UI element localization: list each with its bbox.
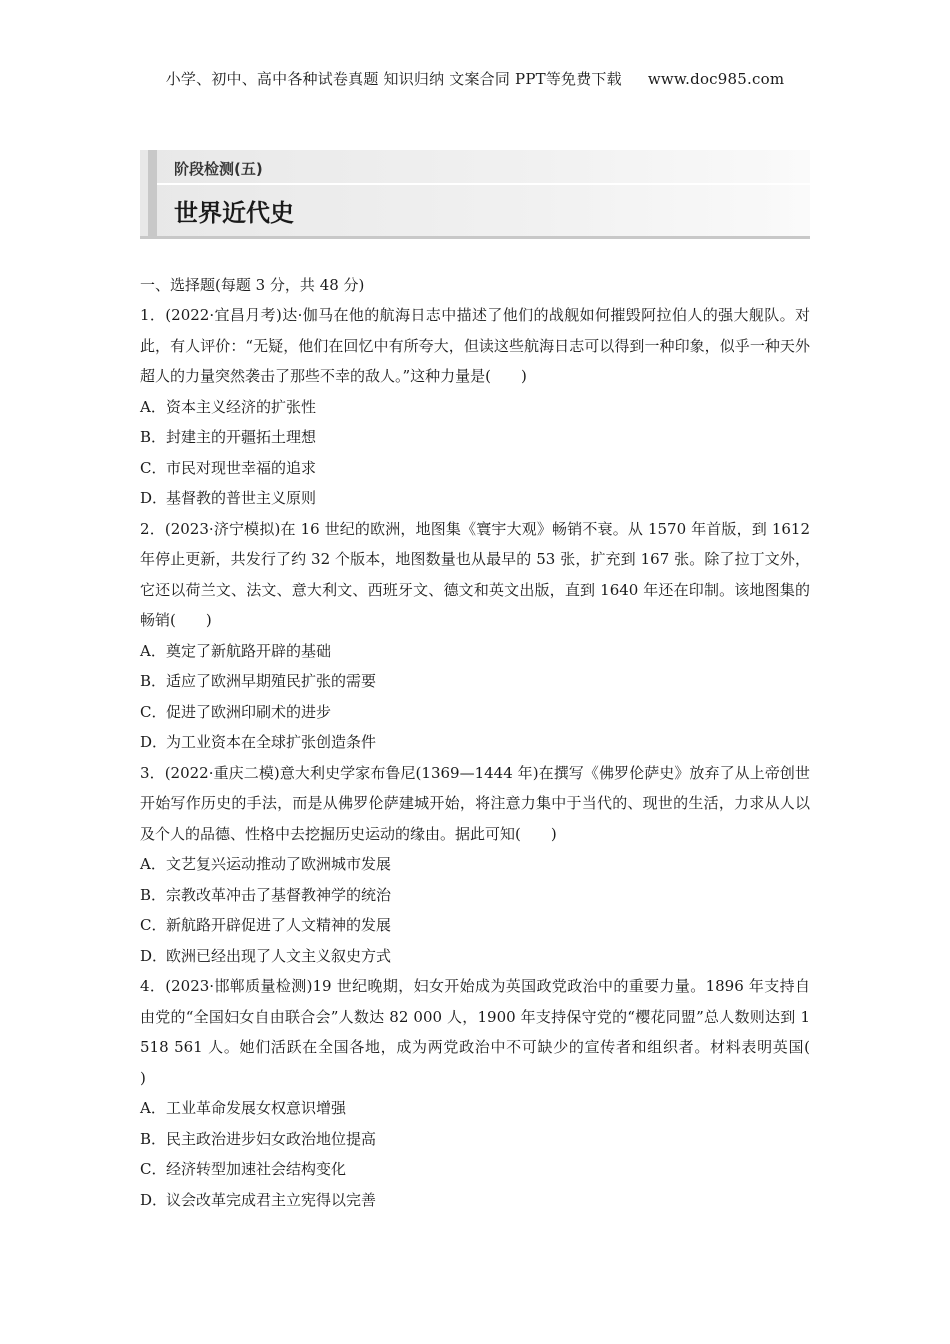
option-b: [140, 422, 810, 453]
option-letter: C．: [140, 1160, 167, 1178]
option-letter: D．: [140, 489, 168, 507]
option-b: [140, 880, 810, 911]
option-letter: D．: [140, 1190, 168, 1209]
option-letter: C．: [140, 458, 167, 477]
option-text: 封建主的开疆拓土理想: [166, 428, 317, 446]
section-title: 一、选择题(每题 3 分，共 48 分): [140, 276, 365, 294]
question-text: 3．(2022·重庆二模)意大利史学家布鲁尼(1369—1444 年)在撰写《佛罗伦萨史》放弃了从上帝创世开始写作历史的手法，而是从佛罗伦萨建城开始，将注意力集中于当代的、现世的生活，力求从人以及个人的品德、性格中去挖掘历史运动的缘由。据此可知( ): [140, 763, 810, 843]
option-text: 适应了欧洲早期殖民扩张的需要: [166, 672, 377, 690]
option-letter: B．: [140, 885, 167, 904]
option-c: [140, 453, 810, 484]
option-letter: A．: [140, 641, 166, 660]
option-a: [140, 392, 810, 423]
chapter-header: [140, 150, 810, 239]
option-d: [140, 727, 810, 758]
option-text: 议会改革完成君主立宪得以完善: [166, 1190, 377, 1209]
option-letter: D．: [140, 946, 168, 965]
option-letter: B．: [140, 428, 167, 446]
option-letter: B．: [140, 1129, 167, 1148]
top-banner: [0, 68, 950, 89]
header-divider: [157, 183, 810, 185]
option-d: [140, 1185, 810, 1216]
option-letter: C．: [140, 702, 167, 721]
option-text: 基督教的普世主义原则: [166, 489, 317, 507]
option-text: 宗教改革冲击了基督教神学的统治: [166, 885, 392, 904]
option-text: 欧洲已经出现了人文主义叙史方式: [166, 946, 392, 965]
option-b: [140, 1124, 810, 1155]
option-text: 新航路开辟促进了人文精神的发展: [166, 916, 392, 934]
option-letter: C．: [140, 916, 167, 934]
question-content: [140, 270, 841, 1215]
option-c: [140, 697, 810, 728]
chapter-subtitle: 阶段检测(五): [174, 160, 263, 178]
option-text: 经济转型加速社会结构变化: [166, 1160, 347, 1178]
option-letter: A．: [140, 1099, 166, 1117]
option-a: [140, 849, 810, 880]
option-text: 民主政治进步妇女政治地位提高: [166, 1129, 377, 1148]
option-b: [140, 666, 810, 697]
option-d: [140, 941, 810, 972]
option-d: [140, 483, 810, 514]
option-letter: D．: [140, 733, 168, 751]
option-text: 促进了欧洲印刷术的进步: [166, 702, 332, 721]
question-text: 2．(2023·济宁模拟)在 16 世纪的欧洲，地图集《寰宇大观》畅销不衰。从 1570 年首版，到 1612 年停止更新，共发行了约 32 个版本，地图数量也从最早的 53 张，扩充到 167 张。除了拉丁文外，它还以荷兰文、法文、意大利文、西班牙文、德文和英文出版，直到 1640 年还在印制。该地图集的畅销( ): [140, 519, 810, 629]
option-text: 工业革命发展女权意识增强: [166, 1099, 347, 1117]
question-text: 1．(2022·宜昌月考)达·伽马在他的航海日志中描述了他们的战舰如何摧毁阿拉伯人的强大舰队。对此，有人评价：“无疑，他们在回忆中有所夸大，但读这些航海日志可以得到一种印象，似乎一种天外超人的力量突然袭击了那些不幸的敌人。”这种力量是( ): [140, 306, 810, 385]
option-text: 奠定了新航路开辟的基础: [166, 641, 332, 660]
option-letter: A．: [140, 855, 166, 873]
question-2: [140, 514, 810, 758]
chapter-title: 世界近代史: [174, 199, 294, 227]
banner-site-link[interactable]: www.doc985.com: [647, 70, 785, 88]
option-text: 为工业资本在全球扩张创造条件: [166, 733, 377, 751]
option-a: [140, 1093, 810, 1124]
option-a: [140, 636, 810, 667]
option-c: [140, 1154, 810, 1185]
banner-text: 小学、初中、高中各种试卷真题 知识归纳 文案合同 PPT等免费下载: [165, 70, 622, 88]
question-1: [140, 300, 810, 514]
option-text: 文艺复兴运动推动了欧洲城市发展: [166, 855, 392, 873]
question-3: [140, 758, 810, 972]
option-text: 资本主义经济的扩张性: [166, 397, 317, 416]
option-letter: A．: [140, 397, 166, 416]
option-c: [140, 910, 810, 941]
option-text: 市民对现世幸福的追求: [166, 458, 317, 477]
header-accent-bar: [148, 150, 157, 236]
option-letter: B．: [140, 672, 167, 690]
question-text: 4．(2023·邯郸质量检测)19 世纪晚期，妇女开始成为英国政党政治中的重要力量。1896 年支持自由党的“全国妇女自由联合会”人数达 82 000 人，1900 年支持保守党的“樱花同盟”总人数则达到 1 518 561 人。她们活跃在全国各地，成为两党政治中不可缺少的宣传者和组织者。材料表明英国( ): [140, 977, 841, 1087]
question-4: [140, 971, 841, 1215]
